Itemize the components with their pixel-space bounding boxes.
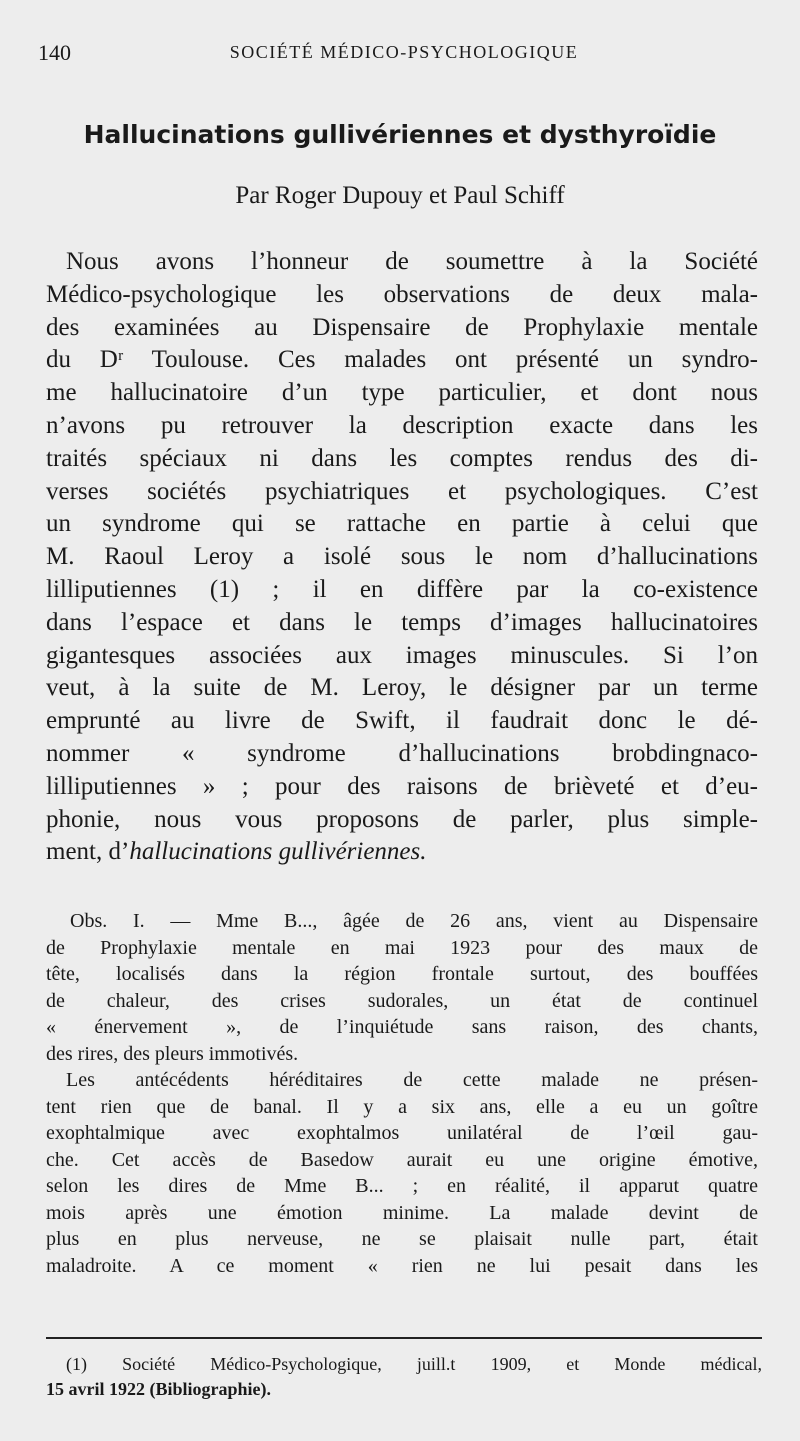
- obs-line: mois après une émotion minime. La malade devint de: [46, 1201, 758, 1224]
- obs-line: des rires, des pleurs immotivés.: [46, 1042, 299, 1065]
- syndrome-name: hallucinations gullivériennes.: [129, 838, 427, 866]
- running-header: [38, 40, 770, 70]
- obs-line: Les antécédents héréditaires de cette malade ne présen-: [66, 1069, 758, 1091]
- article-title: Hallucinations gullivériennes et dysthyroïdie: [83, 120, 717, 149]
- text-line: Nous avons l’honneur de soumettre à la Société: [66, 248, 758, 275]
- text-line: dans l’espace et dans le temps d’images hallucinatoires: [46, 608, 758, 636]
- final-line-prefix: ment, d’: [46, 838, 130, 866]
- text-line: veut, à la suite de M. Leroy, le désigner par un terme: [46, 674, 758, 702]
- obs-line: selon les dires de Mme B... ; en réalité, il apparut quatre: [46, 1175, 758, 1197]
- text-line: phonie, nous vous proposons de parler, plus simple-: [46, 805, 758, 833]
- obs-line: « énervement », de l’inquiétude sans raison, des chants,: [46, 1016, 758, 1038]
- obs-line: tent rien que de banal. Il y a six ans, elle a eu un goître: [46, 1095, 758, 1118]
- text-line: lilliputiennes (1) ; il en diffère par la co-existence: [46, 575, 758, 603]
- text-line: des examinées au Dispensaire de Prophylaxie mentale: [46, 313, 758, 341]
- obs-line: che. Cet accès de Basedow aurait eu une origine émotive,: [46, 1148, 758, 1171]
- text-line: un syndrome qui se rattache en partie à celui que: [46, 510, 758, 538]
- footnote-line: (1) Société Médico-Psychologique, juill.t 1909, et Monde médical,: [66, 1354, 762, 1374]
- obs-line: de Prophylaxie mentale en mai 1923 pour des maux de: [46, 936, 758, 959]
- obs-line: tête, localisés dans la région frontale surtout, des bouffées: [46, 963, 758, 985]
- text-line: emprunté au livre de Swift, il faudrait donc le dé-: [46, 707, 758, 735]
- text-line: n’avons pu retrouver la description exacte dans les: [46, 411, 758, 439]
- journal-title: SOCIÉTÉ MÉDICO-PSYCHOLOGIQUE: [229, 42, 579, 62]
- footnote: [46, 1352, 762, 1402]
- text-line: lilliputiennes » ; pour des raisons de brièveté et d’eu-: [46, 772, 758, 800]
- obs-line: Obs. I. — Mme B..., âgée de 26 ans, vient au Dispensaire: [70, 910, 758, 932]
- text-line: nommer « syndrome d’hallucinations brobdingnaco-: [46, 739, 758, 767]
- text-line: traités spéciaux ni dans les comptes rendus des di-: [46, 444, 758, 472]
- obs-line: maladroite. A ce moment « rien ne lui pesait dans les: [46, 1254, 758, 1277]
- text-line: Médico-psychologique les observations de deux mala-: [46, 280, 758, 308]
- text-line: gigantesques associées aux images minuscules. Si l’on: [46, 641, 758, 669]
- obs-line: exophtalmique avec exophtalmos unilatéral de l’œil gau-: [46, 1122, 758, 1144]
- page-number: 140: [38, 40, 71, 65]
- observation-section: [46, 908, 758, 1279]
- text-line: du Dʳ Toulouse. Ces malades ont présenté un syndro-: [46, 346, 758, 374]
- text-line: M. Raoul Leroy a isolé sous le nom d’hallucinations: [46, 543, 758, 571]
- intro-paragraph: [46, 246, 758, 869]
- text-line: me hallucinatoire d’un type particulier, et dont nous: [46, 379, 758, 407]
- text-line: verses sociétés psychiatriques et psychologiques. C’est: [46, 477, 758, 505]
- text-line-final: [46, 836, 758, 869]
- footnote-line: 15 avril 1922 (Bibliographie).: [46, 1379, 271, 1399]
- obs-line: plus en plus nerveuse, ne se plaisait nulle part, était: [46, 1228, 758, 1250]
- obs-line: de chaleur, des crises sudorales, un état de continuel: [46, 989, 758, 1012]
- article-authors: Par Roger Dupouy et Paul Schiff: [235, 182, 565, 209]
- footnote-divider: [46, 1337, 762, 1339]
